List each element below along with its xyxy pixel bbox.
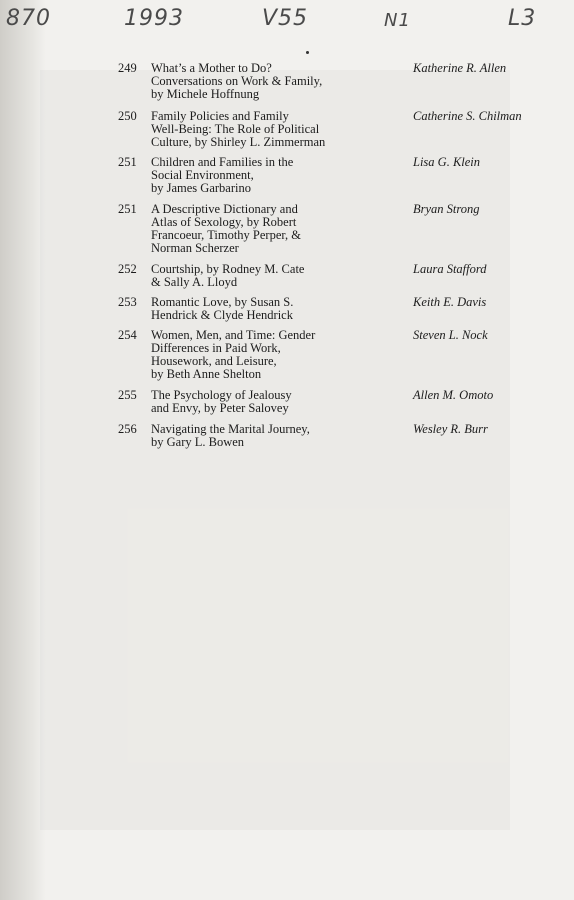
title-line: Well-Being: The Role of Political — [151, 122, 320, 136]
reviewer-name: Bryan Strong — [413, 202, 480, 216]
hand-note-4: N1 — [384, 10, 411, 31]
page-number: 256 — [118, 422, 137, 436]
title-line: Family Policies and Family — [151, 109, 289, 123]
title-line: A Descriptive Dictionary and — [151, 202, 298, 216]
page-number: 250 — [118, 109, 137, 123]
book-title — [151, 389, 406, 415]
reviewer-name: Laura Stafford — [413, 262, 487, 276]
title-line: What’s a Mother to Do? — [151, 61, 272, 75]
page-number: 254 — [118, 328, 137, 342]
reviewer-name: Katherine R. Allen — [413, 61, 507, 75]
title-line: Housework, and Leisure, — [151, 354, 277, 368]
title-line: Social Environment, — [151, 168, 254, 182]
title-line: Atlas of Sexology, by Robert — [151, 215, 297, 229]
title-line: by James Garbarino — [151, 181, 251, 195]
title-line: and Envy, by Peter Salovey — [151, 401, 289, 415]
hand-note-1: 870 — [6, 6, 51, 31]
book-title — [151, 423, 406, 449]
handwritten-annotations — [0, 0, 574, 45]
book-title — [151, 156, 406, 195]
reviewer-name: Wesley R. Burr — [413, 422, 488, 436]
reviewer-name: Catherine S. Chilman — [413, 109, 522, 123]
book-title — [151, 329, 406, 381]
page-number: 251 — [118, 155, 137, 169]
hand-note-2: 1993 — [124, 6, 184, 31]
reviewer-name: Keith E. Davis — [413, 295, 487, 309]
page-number: 255 — [118, 388, 137, 402]
title-line: by Michele Hoffnung — [151, 87, 260, 101]
title-line: Culture, by Shirley L. Zimmerman — [151, 135, 326, 149]
reviewer-name: Lisa G. Klein — [413, 155, 481, 169]
title-line: & Sally A. Lloyd — [151, 275, 238, 289]
title-line: The Psychology of Jealousy — [151, 388, 292, 402]
book-title — [151, 263, 406, 289]
title-line: Navigating the Marital Journey, — [151, 422, 310, 436]
reviewer-name: Allen M. Omoto — [413, 388, 494, 402]
book-title — [151, 296, 406, 322]
ink-dot — [306, 51, 309, 54]
title-line: Differences in Paid Work, — [151, 341, 281, 355]
title-line: Hendrick & Clyde Hendrick — [151, 308, 293, 322]
title-line: Women, Men, and Time: Gender — [151, 328, 316, 342]
title-line: Conversations on Work & Family, — [151, 74, 323, 88]
title-line: Courtship, by Rodney M. Cate — [151, 262, 305, 276]
hand-note-5: L3 — [508, 6, 537, 31]
reviewer-name: Steven L. Nock — [413, 328, 488, 342]
book-title — [151, 203, 406, 255]
page-number: 249 — [118, 61, 137, 75]
title-line: Children and Families in the — [151, 155, 294, 169]
page-number: 251 — [118, 202, 137, 216]
page-number: 252 — [118, 262, 137, 276]
title-line: by Gary L. Bowen — [151, 435, 245, 449]
title-line: Norman Scherzer — [151, 241, 239, 255]
title-line: by Beth Anne Shelton — [151, 367, 262, 381]
title-line: Romantic Love, by Susan S. — [151, 295, 294, 309]
book-title — [151, 62, 406, 101]
page-number: 253 — [118, 295, 137, 309]
book-title — [151, 110, 406, 149]
hand-note-3: V55 — [262, 6, 309, 31]
title-line: Francoeur, Timothy Perper, & — [151, 228, 302, 242]
